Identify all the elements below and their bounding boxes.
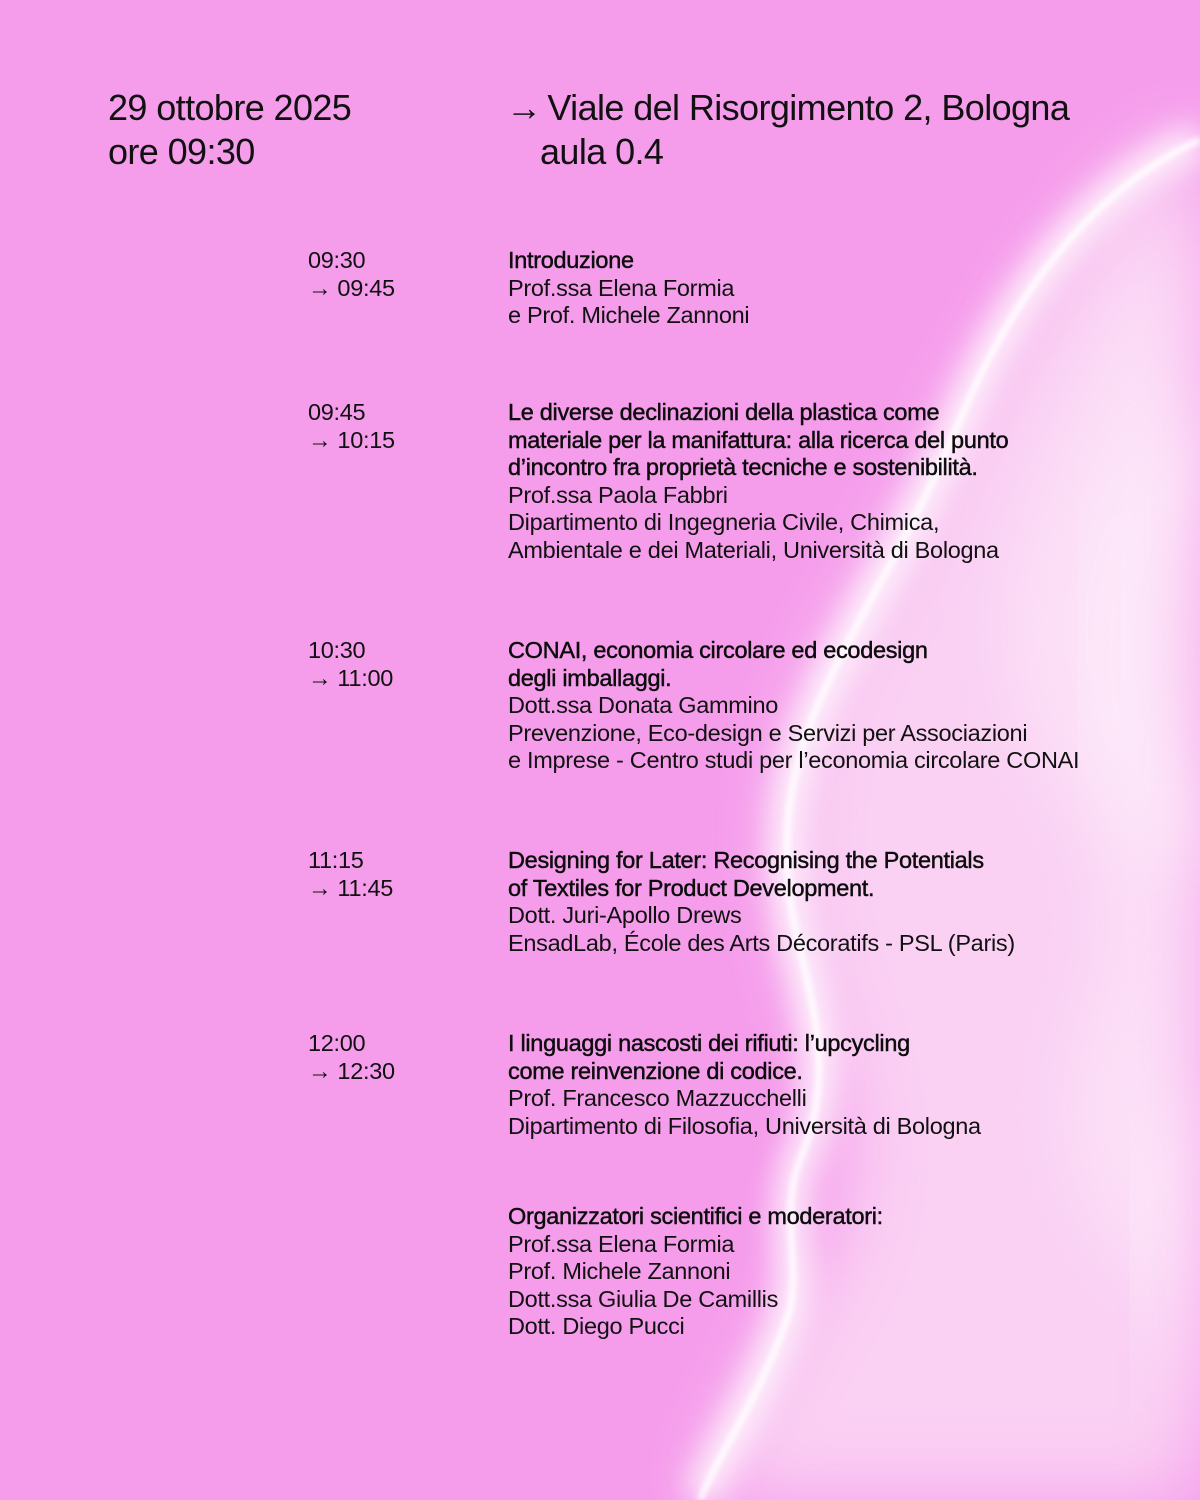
session-title: Designing for Later: Recognising the Potentials [508, 847, 984, 873]
session-end: → 09:45 [308, 274, 395, 301]
session-title: d’incontro fra proprietà tecniche e sostenibilità. [508, 454, 978, 480]
event-date: 29 ottobre 2025 [108, 87, 352, 128]
session-details [508, 847, 1168, 957]
event-address: Viale del Risorgimento 2, Bologna [547, 87, 1070, 128]
session-speaker: Prof.ssa Paola Fabbri [508, 481, 728, 508]
session-details [508, 1030, 1168, 1140]
organizers-section [508, 1203, 1168, 1341]
session-speaker: Dott.ssa Donata Gammino [508, 692, 778, 718]
session-affiliation: Dipartimento di Filosofia, Università di Bologna [508, 1112, 981, 1139]
session-end: → 11:00 [308, 664, 393, 691]
session-affiliation: EnsadLab, École des Arts Décoratifs - PSL (Paris) [508, 929, 1015, 956]
session-time [308, 399, 488, 454]
session-title: of Textiles for Product Development. [508, 874, 875, 901]
session-time [308, 637, 488, 692]
session-start: 09:45 [308, 399, 366, 425]
session-end: → 12:30 [308, 1057, 395, 1084]
session-speaker: Prof. Francesco Mazzucchelli [508, 1085, 807, 1111]
session-title: degli imballaggi. [508, 664, 672, 691]
session-title: Le diverse declinazioni della plastica come [508, 399, 940, 425]
session-title: materiale per la manifattura: alla ricerca del punto [508, 426, 1009, 453]
organizers-title: Organizzatori scientifici e moderatori: [508, 1203, 883, 1229]
session-title: come reinvenzione di codice. [508, 1057, 803, 1084]
session-affiliation: Prevenzione, Eco-design e Servizi per Associazioni [508, 719, 1028, 746]
session-start: 11:15 [308, 847, 364, 873]
organizer-name: Prof.ssa Elena Formia [508, 1230, 735, 1257]
session-affiliation: Ambientale e dei Materiali, Università di Bologna [508, 536, 999, 563]
event-room: aula 0.4 [540, 131, 664, 172]
event-date-time [108, 86, 351, 174]
session-title: CONAI, economia circolare ed ecodesign [508, 637, 928, 663]
organizer-name: Dott. Diego Pucci [508, 1313, 685, 1339]
session-start: 09:30 [308, 247, 366, 273]
session-details [508, 399, 1168, 564]
organizer-name: Dott.ssa Giulia De Camillis [508, 1285, 779, 1312]
session-time [308, 1030, 488, 1085]
session-details [508, 247, 1168, 330]
event-location [506, 86, 1069, 174]
session-start: 10:30 [308, 637, 366, 663]
arrow-right-icon: → [506, 87, 542, 128]
session-speaker: Prof.ssa Elena Formia [508, 274, 735, 301]
organizer-name: Prof. Michele Zannoni [508, 1258, 731, 1284]
session-affiliation: Dipartimento di Ingegneria Civile, Chimica, [508, 509, 940, 535]
session-title: I linguaggi nascosti dei rifiuti: l’upcycling [508, 1030, 910, 1056]
session-end: → 11:45 [308, 874, 393, 901]
session-details [508, 637, 1168, 775]
session-time [308, 247, 488, 302]
session-speaker: Dott. Juri-Apollo Drews [508, 902, 742, 928]
session-affiliation: e Imprese - Centro studi per l’economia circolare CONAI [508, 747, 1080, 773]
event-start-time: ore 09:30 [108, 131, 255, 172]
session-speaker: e Prof. Michele Zannoni [508, 302, 750, 328]
session-end: → 10:15 [308, 426, 395, 453]
session-start: 12:00 [308, 1030, 366, 1056]
session-title: Introduzione [508, 247, 634, 273]
session-time [308, 847, 488, 902]
address-line [506, 86, 1069, 130]
